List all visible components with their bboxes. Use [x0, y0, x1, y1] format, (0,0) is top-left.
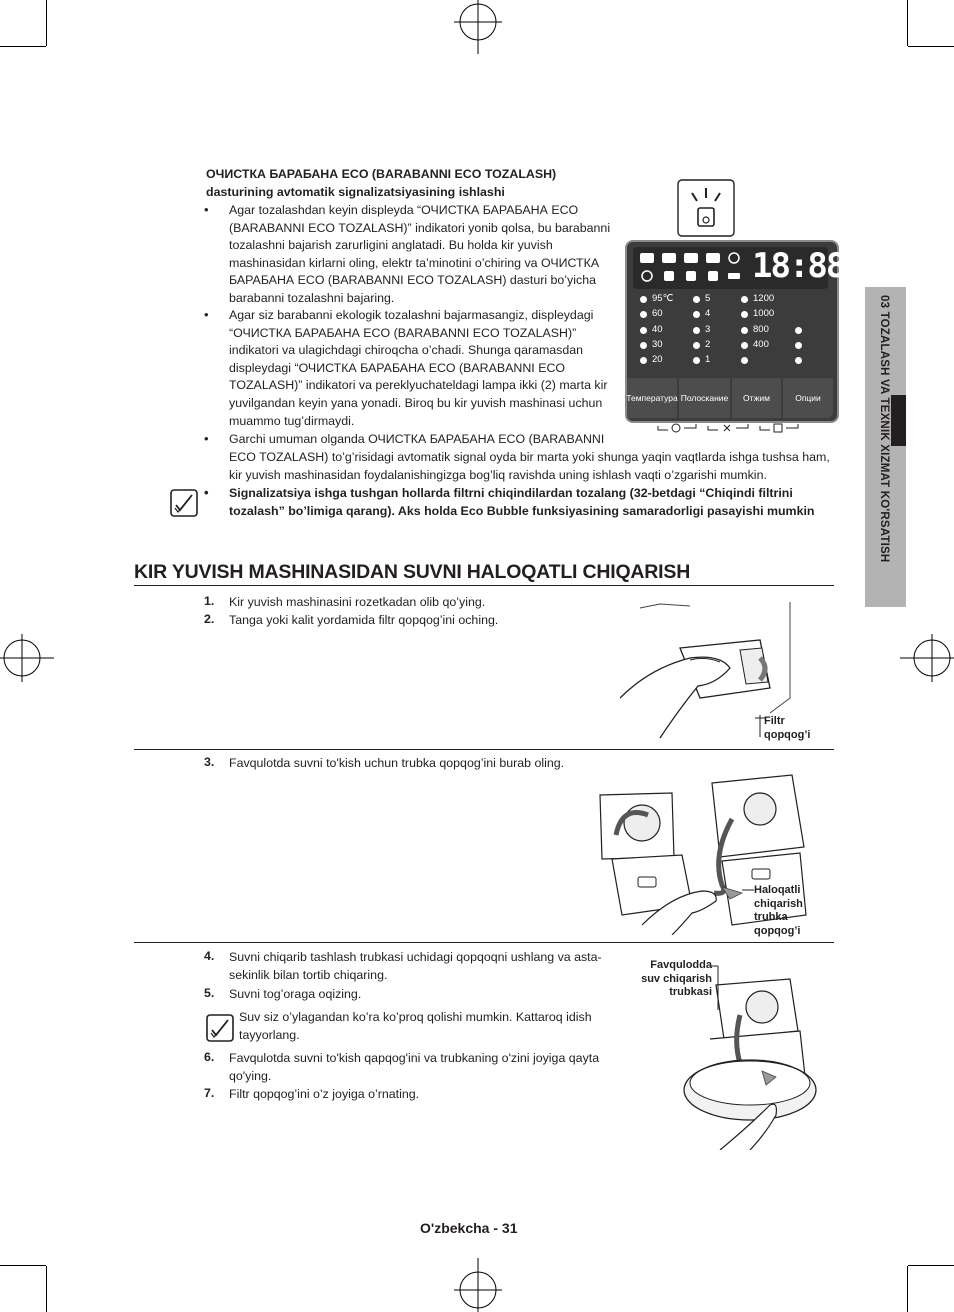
callout-line-2: chiqarish [754, 897, 803, 910]
note-icon [170, 489, 198, 517]
step-text: Favqulotda suvni to'kish qapqog'ini va trubkaning o'zini joyiga qayta qo'ying. [229, 1051, 600, 1083]
side-tab-label: 03 TOZALASH VA TEXNIK XIZMAT KO'RSATISH [878, 295, 890, 563]
title-underline [134, 585, 834, 586]
callout-line-2: qopqog’i [764, 728, 811, 741]
step-text: Suvni tog’oraga oqizing. [229, 987, 362, 1001]
hose-cap-label [754, 884, 803, 938]
temp-indicator: 95℃ [652, 293, 674, 304]
callout-line-1: Favqulodda [650, 959, 712, 971]
registration-mark [440, 0, 516, 56]
step-number: 4. [204, 949, 215, 963]
step-text: Favqulotda suvni to'kish uchun trubka qopqog’ini burab oling. [229, 756, 565, 770]
step-number: 1. [204, 594, 215, 608]
temp-indicator: 30 [652, 339, 663, 350]
rinse-indicator: 2 [705, 339, 711, 350]
eco-bullet-3-rest: ECO TOZALASH) to’g’risidagi avtomatik signal oyda bir marta yoki shunga yaqin vaqtlarda ishga tushsa ham, kir yuvish mashinasidan foydalanishingizga bog’liq ravishda uning ishlash vaqti o’zgarishi mumkin. [229, 450, 830, 482]
callout-line-3: trubkasi [669, 986, 712, 998]
eco-bullet-3-line1: Garchi umuman olganda ОЧИСТКА БАРАБАНА ECO (BARABANNI [229, 432, 605, 446]
step-text: Kir yuvish mashinasini rozetkadan olib qo’ying. [229, 595, 486, 609]
eco-bullet-1: Agar tozalashdan keyin displeyda “ОЧИСТКА БАРАБАНА ECO (BARABANNI ECO TOZALASH)” indikatori yonib qolsa, bu barabanni tozalashni bajarish zarurligini anglatadi. Bu holda kir yuvish mashinasidan kirlarni oling, elektr ta’minotini o’chiring va ОЧИСТКА БАРАБАНА ECO (BARABANNI ECO TOZALASH) dasturi bo’yicha barabanni tozalashni bajaring. [229, 203, 611, 305]
note-icon [206, 1014, 234, 1042]
filter-cover-label [764, 715, 810, 742]
side-tab-marker [891, 395, 906, 446]
step-number: 2. [204, 612, 215, 626]
options-button[interactable]: Опции [783, 378, 833, 418]
callout-line-2: suv chiqarish [641, 972, 712, 985]
bullet-marker: • [204, 202, 209, 217]
callout-line-1: Filtr [764, 715, 785, 727]
spin-indicator: 400 [753, 339, 769, 350]
eco-heading-line2: dasturining avtomatik signalizatsiyasining ishlashi [206, 184, 505, 199]
temperature-button[interactable]: Температура [627, 378, 677, 418]
spin-button[interactable]: Отжим [732, 378, 781, 418]
step-text: Tanga yoki kalit yordamida filtr qopqog’ini oching. [229, 613, 499, 627]
step-number: 6. [204, 1050, 215, 1064]
tube-label [612, 959, 712, 1000]
temp-indicator: 20 [652, 354, 663, 365]
registration-mark [440, 1256, 516, 1312]
rinse-indicator: 1 [705, 354, 711, 365]
rinse-button[interactable]: Полоскание [679, 378, 730, 418]
callout-line-3: trubka [754, 911, 788, 923]
eco-heading-line1: ОЧИСТКА БАРАБАНА ECO (BARABANNI ECO TOZALASH) [206, 167, 557, 181]
eco-indicator-callout-icon [676, 178, 736, 240]
step-number: 5. [204, 986, 215, 1000]
temp-indicator: 60 [652, 308, 663, 319]
spin-indicator: 800 [753, 324, 769, 335]
callout-line-4: qopqog’i [754, 924, 801, 937]
drain-title: KIR YUVISH MASHINASIDAN SUVNI HALOQATLI CHIQARISH [134, 561, 691, 583]
bullet-marker: • [204, 485, 209, 500]
spin-indicator: 1200 [753, 293, 775, 304]
hold-button-icons [656, 420, 806, 436]
step-number: 7. [204, 1086, 215, 1100]
rinse-indicator: 3 [705, 324, 711, 335]
drain-note: Suv siz o’ylagandan ko’ra ko’proq qolishi mumkin. Kattaroq idish tayyorlang. [239, 1010, 592, 1042]
eco-bullet-2: Agar siz barabanni ekologik tozalashni bajarmasangiz, displeydagi “ОЧИСТКА БАРАБАНА ECO (BARABANNI ECO TOZALASH)” indikatori va ulagichdagi chiroqcha o’chadi. Shunga qaramasdan displeydagi “ОЧИСТКА БАРАБАНА ECO (BARABANNI ECO TOZALASH)” indikatori va pereklyuchateldagi lampa ikki (2) marta kir yuvilgandan keyin yana yonadi. Biroq bu kir yuvish mashinasi uchun muammo tug’dirmaydi. [229, 308, 608, 428]
callout-line-1: Haloqatli [754, 884, 801, 896]
bullet-marker: • [204, 307, 209, 322]
registration-mark [0, 620, 56, 696]
display-digits: 18:88 [752, 246, 845, 286]
step-text: Suvni chiqarib tashlash trubkasi uchidagi qopqoqni ushlang va asta-sekinlik bilan tortib chiqaring. [229, 950, 602, 982]
spin-indicator: 1000 [753, 308, 775, 319]
temp-indicator: 40 [652, 324, 663, 335]
rinse-indicator: 4 [705, 308, 711, 319]
page-number: O'zbekcha - 31 [420, 1220, 518, 1236]
divider [134, 749, 834, 750]
divider [134, 942, 834, 943]
eco-note: Signalizatsiya ishga tushgan hollarda filtrni chiqindilardan tozalang (32-betdagi “Chiqindi filtrini tozalash” bo’limiga qarang). Aks holda Eco Bubble funksiyasining samaradorligi pasayishi mumkin [229, 486, 815, 518]
step-number: 3. [204, 755, 215, 769]
rinse-indicator: 5 [705, 293, 711, 304]
eco-heading [206, 166, 556, 201]
step-text: Filtr qopqog’ini o’z joyiga o’rnating. [229, 1087, 420, 1101]
callout-line [742, 885, 754, 895]
registration-mark [898, 620, 954, 696]
bullet-marker: • [204, 431, 209, 446]
program-icons [636, 250, 746, 286]
